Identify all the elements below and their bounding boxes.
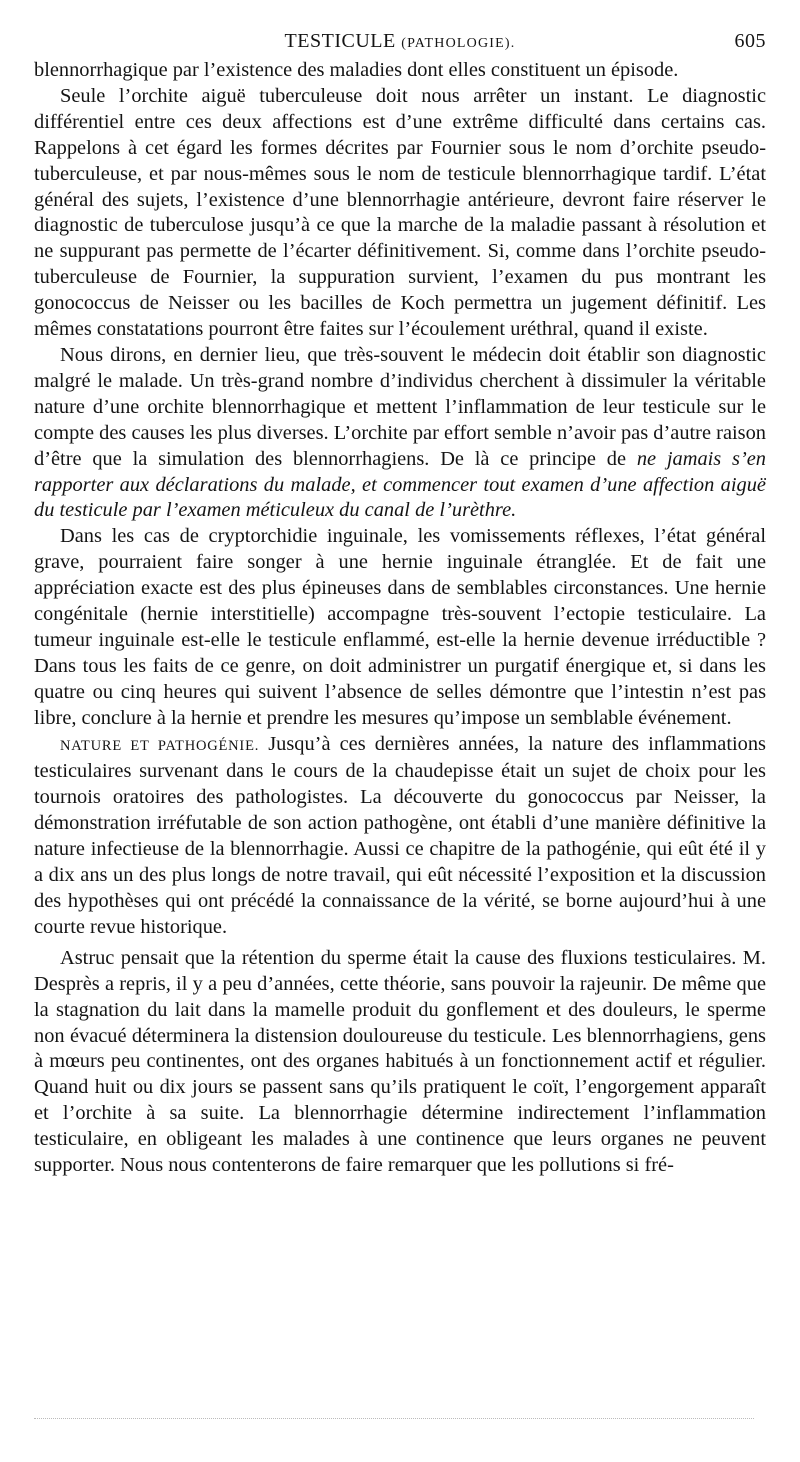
paragraph-text: Nous dirons, en dernier lieu, que très-souvent le médecin doit établir son diagnostic malgré le malade. Un très-grand nombre d’individus cherchent à dissimuler la véritable nature d’une orchite blennorrhagique et mettent l’inflammation de leur testicule sur le compte des causes les plus diverses. L’orchite par effort semble n’avoir pas d’autre raison d’être que la simulation des blennorrhagiens. De là ce principe de bbox=[34, 343, 766, 470]
running-title-subtitle: (PATHOLOGIE). bbox=[401, 36, 516, 51]
book-page bbox=[34, 0, 766, 1179]
paragraph-text: blennorrhagique par l’existence des maladies dont elles constituent un épisode. bbox=[34, 59, 679, 81]
paragraph bbox=[34, 84, 766, 343]
paragraph-text: Astruc pensait que la rétention du sperme était la cause des fluxions testiculaires. M. Desprès a repris, il y a peu d’années, cette théorie, sans pouvoir la rajeunir. De même que la stagnation du lait dans la mamelle produit du gonflement et des douleurs, le sperme non évacué déterminera la distension douloureuse du testicule. Les blennorrhagiens, gens à mœurs peu continentes, ont des organes habitués à un fonctionnement actif et régulier. Quand huit ou dix jours se passent sans qu’ils pratiquent le coït, l’engorgement apparaît et l’orchite à sa suite. La blennorrhagie détermine indirectement l’inflammation testiculaire, en obligeant les malades à une continence que leurs organes ne peuvent supporter. Nous nous contenterons de faire remarquer que les pollutions si fré- bbox=[34, 946, 766, 1177]
running-header bbox=[34, 0, 766, 58]
bottom-scan-artifact bbox=[34, 1418, 754, 1421]
italic-text: ne jamais s’en rapporter aux déclarations du malade, et commencer tout examen d’une affection aiguë du testicule par l’examen méticuleux du canal de l’urèthre. bbox=[34, 447, 766, 522]
paragraph bbox=[34, 946, 766, 1179]
paragraph bbox=[34, 524, 766, 731]
running-title bbox=[34, 30, 766, 53]
section-heading: NATURE ET PATHOGÉNIE. bbox=[60, 737, 260, 754]
body-text bbox=[34, 58, 766, 1179]
paragraph-text: Jusqu’à ces dernières années, la nature des inflammations testiculaires survenant dans le cours de la chaudepisse était un sujet de choix pour les tournois oratoires des pathologistes. La découverte du gonococcus par Neisser, la démonstration irréfutable de son action pathogène, ont établi d’une manière définitive la nature infectieuse de la blennorrhagie. Aussi ce chapitre de la pathogénie, qui eût été il y a dix ans un des plus longs de notre travail, qui eût nécessité l’exposition et la discussion des hypothèses qui ont précédé la connaissance de la vérité, se borne aujourd’hui à une courte revue historique. bbox=[34, 732, 766, 938]
paragraph bbox=[34, 343, 766, 524]
paragraph-text: Dans les cas de cryptorchidie inguinale, les vomissements réflexes, l’état général grave, pourraient faire songer à une hernie inguinale étranglée. Et de fait une appréciation exacte est des plus épineuses dans de semblables circonstances. Une hernie congénitale (hernie interstitielle) accompagne très-souvent l’ectopie testiculaire. La tumeur inguinale est-elle le testicule enflammé, est-elle la hernie devenue irréductible ? Dans tous les faits de ce genre, on doit administrer un purgatif énergique et, si dans les quatre ou cinq heures qui suivent l’absence de selles démontre que l’intestin n’est pas libre, conclure à la hernie et prendre les mesures qu’impose un semblable événement. bbox=[34, 525, 766, 729]
page-number: 605 bbox=[734, 30, 766, 52]
paragraph-text: Seule l’orchite aiguë tuberculeuse doit nous arrêter un instant. Le diagnostic différentiel entre ces deux affections est d’une extrême difficulté dans certains cas. Rappelons à cet égard les formes décrites par Fournier sous le nom d’orchite pseudo-tuberculeuse, et par nous-mêmes sous le nom de testicule blennorrhagique tardif. L’état général des sujets, l’existence d’une blennorrhagie antérieure, devront faire réserver le diagnostic de tuberculose jusqu’à ce que la marche de la maladie passant à résolution et ne suppurant pas permette de l’écarter définitivement. Si, comme dans l’orchite pseudo-tuberculeuse de Fournier, la suppuration survient, l’examen du pus montrant les gonococcus de Neisser ou les bacilles de Koch permettra un jugement définitif. Les mêmes constatations pourront être faites sur l’écoulement uréthral, quand il existe. bbox=[34, 84, 766, 341]
running-title-main: TESTICULE bbox=[284, 30, 396, 52]
paragraph bbox=[34, 732, 766, 941]
paragraph bbox=[34, 58, 766, 84]
